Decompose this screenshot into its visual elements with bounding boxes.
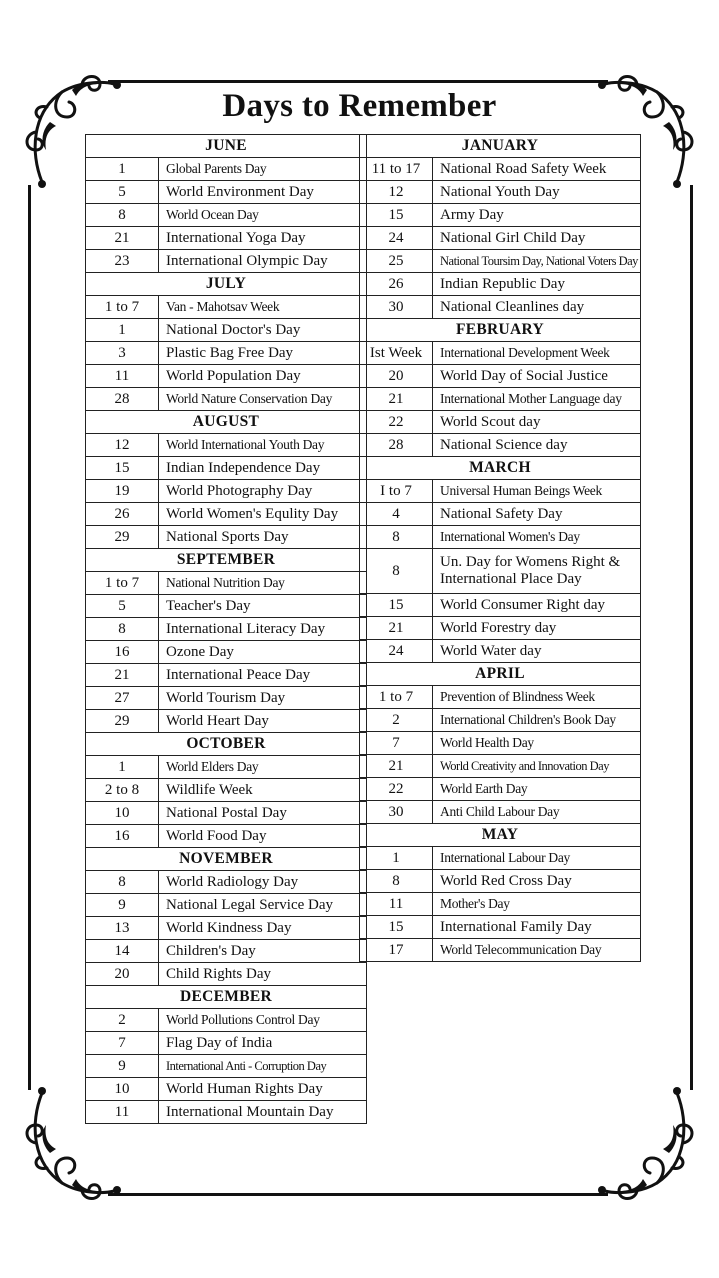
event-cell: World Scout day xyxy=(433,411,641,434)
event-cell: National Girl Child Day xyxy=(433,227,641,250)
table-row xyxy=(360,434,641,457)
date-cell: 3 xyxy=(86,342,159,365)
month-heading: OCTOBER xyxy=(86,733,367,756)
date-cell: 22 xyxy=(360,411,433,434)
event-cell: Army Day xyxy=(433,204,641,227)
table-row xyxy=(86,1078,367,1101)
event-cell: International Labour Day xyxy=(433,847,641,870)
table-row xyxy=(360,893,641,916)
event-cell: International Peace Day xyxy=(159,664,367,687)
event-cell: World Pollutions Control Day xyxy=(159,1009,367,1032)
table-row xyxy=(86,572,367,595)
date-cell: 28 xyxy=(86,388,159,411)
event-cell: Ozone Day xyxy=(159,641,367,664)
table-row xyxy=(86,181,367,204)
month-heading: NOVEMBER xyxy=(86,848,367,871)
table-row xyxy=(86,434,367,457)
date-cell: 11 xyxy=(86,1101,159,1124)
date-cell: 5 xyxy=(86,181,159,204)
date-cell: 8 xyxy=(360,549,433,594)
month-header-row xyxy=(86,549,367,572)
date-cell: 1 xyxy=(86,319,159,342)
date-cell: 21 xyxy=(86,664,159,687)
table-row xyxy=(360,755,641,778)
date-cell: I to 7 xyxy=(360,480,433,503)
event-cell: National Road Safety Week xyxy=(433,158,641,181)
table-row xyxy=(86,940,367,963)
event-cell: World Photography Day xyxy=(159,480,367,503)
date-cell: 13 xyxy=(86,917,159,940)
date-cell: 29 xyxy=(86,710,159,733)
event-cell: World Food Day xyxy=(159,825,367,848)
date-cell: 2 xyxy=(360,709,433,732)
month-heading: SEPTEMBER xyxy=(86,549,367,572)
event-cell: Universal Human Beings Week xyxy=(433,480,641,503)
table-row xyxy=(86,457,367,480)
event-cell: Indian Independence Day xyxy=(159,457,367,480)
table-row xyxy=(86,365,367,388)
table-row xyxy=(86,595,367,618)
table-row xyxy=(86,1055,367,1078)
date-cell: 23 xyxy=(86,250,159,273)
table-row xyxy=(360,204,641,227)
date-cell: 8 xyxy=(360,526,433,549)
table-row xyxy=(360,847,641,870)
event-cell: International Family Day xyxy=(433,916,641,939)
table-row xyxy=(360,617,641,640)
event-cell: International Development Week xyxy=(433,342,641,365)
frame-left-border xyxy=(28,185,31,1090)
date-cell: 12 xyxy=(360,181,433,204)
event-cell: World Nature Conservation Day xyxy=(159,388,367,411)
event-cell: Prevention of Blindness Week xyxy=(433,686,641,709)
date-cell: 1 xyxy=(86,158,159,181)
date-cell: 8 xyxy=(86,204,159,227)
event-cell: World Forestry day xyxy=(433,617,641,640)
table-row xyxy=(360,181,641,204)
month-heading: JANUARY xyxy=(360,135,641,158)
table-row xyxy=(360,480,641,503)
date-cell: 9 xyxy=(86,894,159,917)
event-cell: World Health Day xyxy=(433,732,641,755)
table-row xyxy=(360,250,641,273)
event-cell: World Radiology Day xyxy=(159,871,367,894)
event-cell: World Telecommunication Day xyxy=(433,939,641,962)
event-cell: World Human Rights Day xyxy=(159,1078,367,1101)
table-row xyxy=(86,871,367,894)
right-column xyxy=(359,134,641,962)
date-cell: 1 to 7 xyxy=(360,686,433,709)
table-row xyxy=(86,250,367,273)
event-cell: International Mountain Day xyxy=(159,1101,367,1124)
event-cell: World Environment Day xyxy=(159,181,367,204)
table-row xyxy=(86,802,367,825)
event-cell: World Tourism Day xyxy=(159,687,367,710)
table-row xyxy=(86,825,367,848)
event-cell: World Ocean Day xyxy=(159,204,367,227)
table-row xyxy=(360,273,641,296)
event-cell: World Water day xyxy=(433,640,641,663)
date-cell: 7 xyxy=(360,732,433,755)
month-heading: MAY xyxy=(360,824,641,847)
table-row xyxy=(360,594,641,617)
table-row xyxy=(86,894,367,917)
table-row xyxy=(86,526,367,549)
event-cell: International Yoga Day xyxy=(159,227,367,250)
month-heading: JUNE xyxy=(86,135,367,158)
date-cell: 2 to 8 xyxy=(86,779,159,802)
event-cell: Anti Child Labour Day xyxy=(433,801,641,824)
event-cell: National Cleanlines day xyxy=(433,296,641,319)
table-row xyxy=(86,1032,367,1055)
event-cell: Mother's Day xyxy=(433,893,641,916)
table-row xyxy=(86,296,367,319)
event-cell: World Day of Social Justice xyxy=(433,365,641,388)
frame-bottom-border xyxy=(108,1193,608,1196)
event-cell: National Nutrition Day xyxy=(159,572,367,595)
right-days-table xyxy=(359,134,641,962)
table-row xyxy=(360,227,641,250)
event-cell: International Mother Language day xyxy=(433,388,641,411)
table-row xyxy=(86,204,367,227)
date-cell: 30 xyxy=(360,296,433,319)
table-row xyxy=(360,411,641,434)
month-heading: FEBRUARY xyxy=(360,319,641,342)
event-cell: National Legal Service Day xyxy=(159,894,367,917)
month-heading: APRIL xyxy=(360,663,641,686)
month-header-row xyxy=(86,986,367,1009)
event-cell: Van - Mahotsav Week xyxy=(159,296,367,319)
table-row xyxy=(86,641,367,664)
date-cell: 28 xyxy=(360,434,433,457)
month-header-row xyxy=(360,457,641,480)
table-row xyxy=(360,801,641,824)
date-cell: 21 xyxy=(360,755,433,778)
table-row xyxy=(360,686,641,709)
date-cell: 15 xyxy=(86,457,159,480)
month-header-row xyxy=(360,319,641,342)
event-cell: World International Youth Day xyxy=(159,434,367,457)
table-row xyxy=(86,480,367,503)
date-cell: 9 xyxy=(86,1055,159,1078)
table-row xyxy=(86,664,367,687)
frame-top-border xyxy=(108,80,608,83)
event-cell: World Creativity and Innovation Day xyxy=(433,755,641,778)
table-row xyxy=(86,158,367,181)
event-cell: Teacher's Day xyxy=(159,595,367,618)
event-cell: National Youth Day xyxy=(433,181,641,204)
date-cell: 12 xyxy=(86,434,159,457)
date-cell: 8 xyxy=(86,618,159,641)
table-row xyxy=(360,503,641,526)
date-cell: 25 xyxy=(360,250,433,273)
date-cell: 10 xyxy=(86,802,159,825)
table-row xyxy=(360,158,641,181)
date-cell: 11 to 17 xyxy=(360,158,433,181)
date-cell: 16 xyxy=(86,825,159,848)
event-cell: World Earth Day xyxy=(433,778,641,801)
event-cell: International Children's Book Day xyxy=(433,709,641,732)
date-cell: 21 xyxy=(360,617,433,640)
month-heading: DECEMBER xyxy=(86,986,367,1009)
date-cell: 8 xyxy=(86,871,159,894)
event-cell: International Women's Day xyxy=(433,526,641,549)
month-header-row xyxy=(86,411,367,434)
table-row xyxy=(86,319,367,342)
event-cell: National Sports Day xyxy=(159,526,367,549)
date-cell: 17 xyxy=(360,939,433,962)
table-row xyxy=(360,365,641,388)
event-cell: Un. Day for Womens Right & International Place Day xyxy=(433,549,641,594)
table-row xyxy=(360,296,641,319)
table-row xyxy=(86,1101,367,1124)
table-row xyxy=(86,917,367,940)
month-header-row xyxy=(86,135,367,158)
table-row xyxy=(360,732,641,755)
event-cell: World Women's Equlity Day xyxy=(159,503,367,526)
event-cell: Children's Day xyxy=(159,940,367,963)
table-row xyxy=(86,963,367,986)
date-cell: 11 xyxy=(86,365,159,388)
date-cell: 29 xyxy=(86,526,159,549)
date-cell: 24 xyxy=(360,227,433,250)
left-days-table xyxy=(85,134,367,1124)
date-cell: 19 xyxy=(86,480,159,503)
month-header-row xyxy=(86,733,367,756)
event-cell: Child Rights Day xyxy=(159,963,367,986)
table-row xyxy=(86,227,367,250)
date-cell: 7 xyxy=(86,1032,159,1055)
ornament-bottom-right-icon xyxy=(587,1083,697,1203)
date-cell: 21 xyxy=(360,388,433,411)
date-cell: 30 xyxy=(360,801,433,824)
left-column xyxy=(85,134,367,1124)
date-cell: 24 xyxy=(360,640,433,663)
table-row xyxy=(360,870,641,893)
table-row xyxy=(86,618,367,641)
table-row xyxy=(360,526,641,549)
event-cell: Indian Republic Day xyxy=(433,273,641,296)
date-cell: 16 xyxy=(86,641,159,664)
event-cell: Plastic Bag Free Day xyxy=(159,342,367,365)
event-cell: International Anti - Corruption Day xyxy=(159,1055,367,1078)
date-cell: 11 xyxy=(360,893,433,916)
date-cell: 1 to 7 xyxy=(86,572,159,595)
date-cell: 1 to 7 xyxy=(86,296,159,319)
table-row xyxy=(360,939,641,962)
date-cell: 15 xyxy=(360,916,433,939)
event-cell: National Safety Day xyxy=(433,503,641,526)
table-row xyxy=(86,388,367,411)
table-row xyxy=(360,916,641,939)
month-heading: MARCH xyxy=(360,457,641,480)
table-row xyxy=(86,779,367,802)
date-cell: 2 xyxy=(86,1009,159,1032)
month-header-row xyxy=(360,824,641,847)
month-header-row xyxy=(360,663,641,686)
table-row xyxy=(360,778,641,801)
date-cell: 5 xyxy=(86,595,159,618)
frame-right-border xyxy=(690,185,693,1090)
event-cell: International Literacy Day xyxy=(159,618,367,641)
table-row xyxy=(360,388,641,411)
date-cell: 4 xyxy=(360,503,433,526)
date-cell: 22 xyxy=(360,778,433,801)
table-row xyxy=(86,342,367,365)
table-row xyxy=(360,709,641,732)
event-cell: World Population Day xyxy=(159,365,367,388)
event-cell: National Postal Day xyxy=(159,802,367,825)
month-heading: JULY xyxy=(86,273,367,296)
event-cell: National Doctor's Day xyxy=(159,319,367,342)
event-cell: World Kindness Day xyxy=(159,917,367,940)
event-cell: National Science day xyxy=(433,434,641,457)
table-row xyxy=(86,756,367,779)
table-row xyxy=(86,1009,367,1032)
event-cell: Global Parents Day xyxy=(159,158,367,181)
table-row xyxy=(86,710,367,733)
month-header-row xyxy=(86,273,367,296)
date-cell: 20 xyxy=(86,963,159,986)
event-cell: World Heart Day xyxy=(159,710,367,733)
date-cell: 1 xyxy=(360,847,433,870)
date-cell: 14 xyxy=(86,940,159,963)
date-cell: 15 xyxy=(360,204,433,227)
date-cell: 1 xyxy=(86,756,159,779)
month-header-row xyxy=(360,135,641,158)
event-cell: Wildlife Week xyxy=(159,779,367,802)
event-cell: World Elders Day xyxy=(159,756,367,779)
date-cell: 26 xyxy=(360,273,433,296)
month-header-row xyxy=(86,848,367,871)
table-row xyxy=(360,640,641,663)
table-row xyxy=(86,687,367,710)
table-row xyxy=(360,549,641,594)
date-cell: 8 xyxy=(360,870,433,893)
page-title: Days to Remember xyxy=(222,88,497,124)
date-cell: 10 xyxy=(86,1078,159,1101)
event-cell: International Olympic Day xyxy=(159,250,367,273)
date-cell: 21 xyxy=(86,227,159,250)
date-cell: 26 xyxy=(86,503,159,526)
event-cell: Flag Day of India xyxy=(159,1032,367,1055)
event-cell: National Toursim Day, National Voters Day xyxy=(433,250,641,273)
table-row xyxy=(86,503,367,526)
table-row xyxy=(360,342,641,365)
date-cell: 20 xyxy=(360,365,433,388)
month-heading: AUGUST xyxy=(86,411,367,434)
event-cell: World Consumer Right day xyxy=(433,594,641,617)
date-cell: Ist Week xyxy=(360,342,433,365)
date-cell: 27 xyxy=(86,687,159,710)
event-cell: World Red Cross Day xyxy=(433,870,641,893)
date-cell: 15 xyxy=(360,594,433,617)
